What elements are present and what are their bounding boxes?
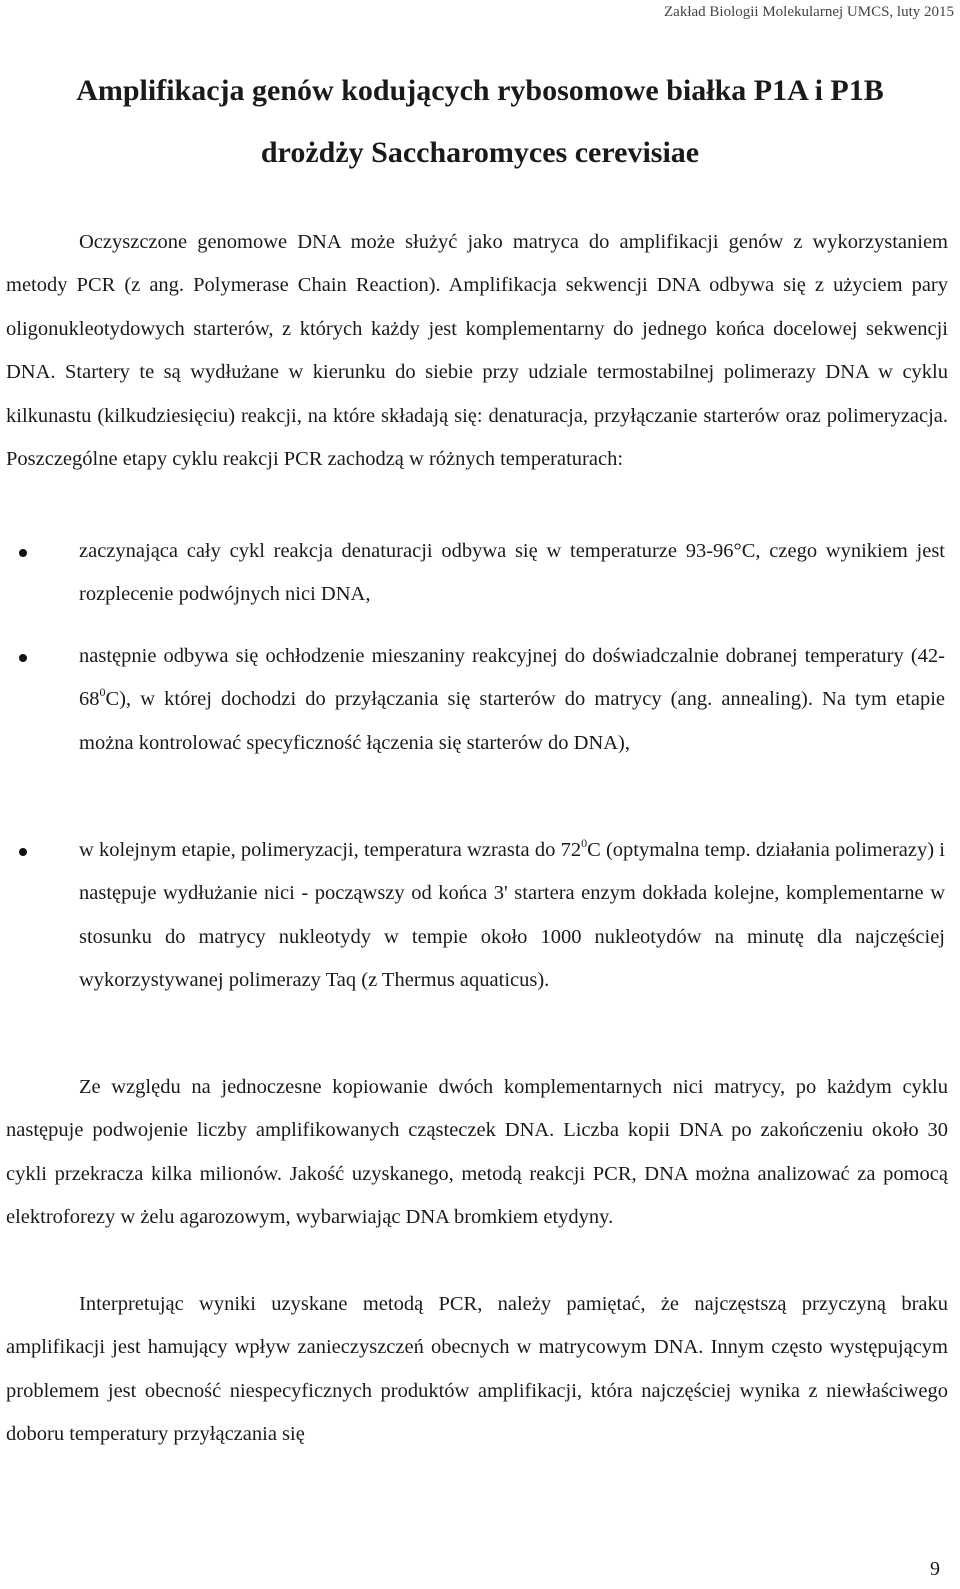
list-item-denaturation (79, 530, 945, 617)
running-header: Zakład Biologii Molekularnej UMCS, luty 2015 (664, 4, 954, 20)
list-item-text: w kolejnym etapie, polimeryzacji, temperatura wzrasta do 72 (79, 839, 582, 861)
superscript: 0 (581, 836, 588, 850)
list-item-text: C), w której dochodzi do przyłączania się starterów do matrycy (ang. annealing). Na tym etapie można kontrolować specyficzność łączenia się starterów do DNA), (79, 688, 945, 754)
list-item-text: C (optymalna temp. działania polimerazy) i następuje wydłużanie nici - począwszy od końca 3' startera enzym dokłada kolejne, komplementarne w stosunku do matrycy nukleotydy w tempie około 1000 nukleotydów na minutę dla najczęściej wykorzystywanej polimerazy Taq (z Thermus aquaticus). (79, 839, 945, 992)
list-item-annealing (79, 635, 945, 765)
paragraph-intro: Oczyszczone genomowe DNA może służyć jako matryca do amplifikacji genów z wykorzystaniem metody PCR (z ang. Polymerase Chain Reaction). Amplifikacja sekwencji DNA odbywa się z użyciem pary oligonukleotydowych starterów, z których każdy jest komplementarny do jednego końca docelowej sekwencji DNA. Startery te są wydłużane w kierunku do siebie przy udziale termostabilnej polimerazy DNA w cyklu kilkunastu (kilkudziesięciu) reakcji, na które składają się: denaturacja, przyłączanie starterów oraz polimeryzacja. Poszczególne etapy cyklu reakcji PCR zachodzą w różnych temperaturach: (6, 231, 948, 471)
list-item-text: zaczynająca cały cykl reakcja denaturacji odbywa się w temperaturze 93-96°C, czego wynikiem jest rozplecenie podwójnych nici DNA, (79, 540, 945, 606)
paragraph-interpretation: Interpretując wyniki uzyskane metodą PCR, należy pamiętać, że najczęstszą przyczyną braku amplifikacji jest hamujący wpływ zanieczyszczeń obecnych w matrycowym DNA. Innym często występującym problemem jest obecność niespecyficznych produktów amplifikacji, która najczęściej wynika z niewłaściwego doboru temperatury przyłączania się (6, 1293, 948, 1446)
list-item-text: następnie odbywa się ochłodzenie mieszaniny reakcyjnej do doświadczalnie dobranej temperatury (42-68 (79, 645, 945, 711)
paragraph-copies: Ze względu na jednoczesne kopiowanie dwóch komplementarnych nici matrycy, po każdym cyklu następuje podwojenie liczby amplifikowanych cząsteczek DNA. Liczba kopii DNA po zakończeniu około 30 cykli przekracza kilka milionów. Jakość uzyskanego, metodą reakcji PCR, DNA można analizować za pomocą elektroforezy w żelu agarozowym, wybarwiając DNA bromkiem etydyny. (6, 1076, 948, 1229)
document-subtitle: drożdży Saccharomyces cerevisiae (260, 136, 700, 169)
page-number: 9 (930, 1558, 940, 1580)
document-title: Amplifikacja genów kodujących rybosomowe białka P1A i P1B (76, 74, 884, 107)
superscript: 0 (99, 685, 106, 700)
list-item-polymerization (79, 829, 945, 1003)
